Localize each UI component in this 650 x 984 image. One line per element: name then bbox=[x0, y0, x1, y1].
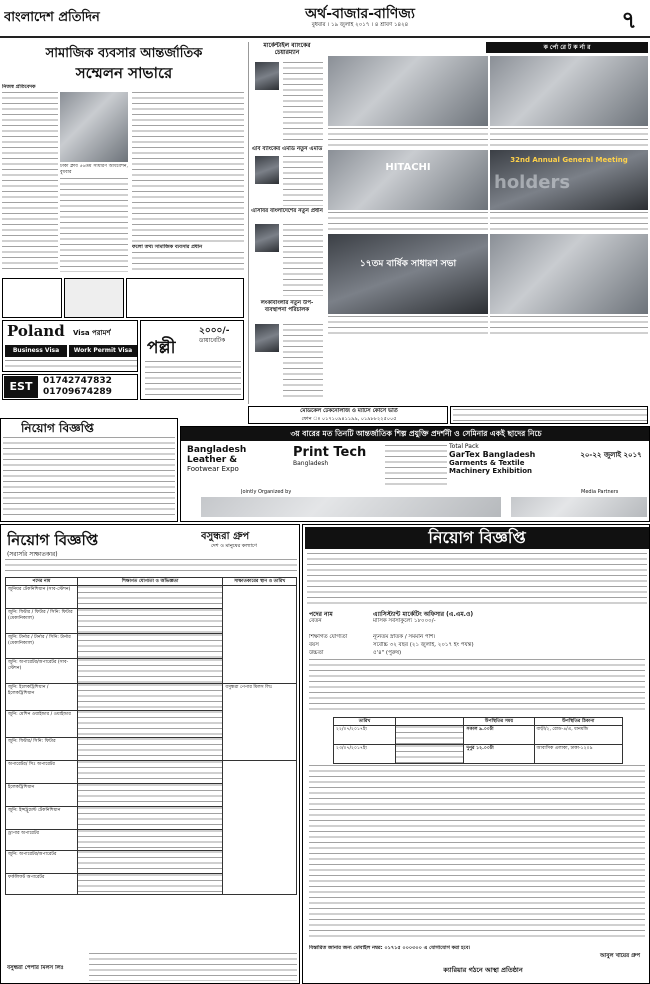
abbank-portrait bbox=[255, 156, 279, 184]
mercantile-body bbox=[283, 62, 323, 142]
polli-title: পল্লী bbox=[147, 338, 176, 358]
mercantile-title: মার্কেন্টাইল ব্যাংকের চেয়ারম্যান bbox=[263, 42, 311, 56]
expo-sponsor-logos bbox=[201, 497, 501, 517]
lankabangla-portrait bbox=[255, 324, 279, 352]
table-row: জুনি: টার্নার / টার্নার / সিনি: টার্নার (মেকানিক্যাল) bbox=[6, 634, 297, 659]
poland-title: Poland bbox=[7, 322, 65, 340]
polli-sub: ডায়াবেটিক bbox=[199, 337, 226, 344]
lead-photo-caption: ঢাকা ক্লাব ৫৬তম সাধারণ অধিবেশন, বুধবার bbox=[60, 164, 128, 175]
lead-sub-head: ফলো তথ্য সামাজিক ব্যবসার প্রধান bbox=[132, 244, 203, 250]
expo-banner: ৩য় বারের মত তিনটি আন্তর্জাতিক শিল্প প্রযুক্তি প্রদর্শনী ও সেমিনার একই ছাদের নিচে bbox=[181, 427, 650, 441]
corp-photo-1 bbox=[328, 56, 488, 126]
leather-logo-line-1: Bangladesh bbox=[187, 445, 247, 455]
abulkhair-height-value: ৫'৪" (পুরুষ) bbox=[373, 650, 402, 656]
gartex-line-1: GarTex Bangladesh bbox=[449, 450, 536, 459]
expo-details bbox=[385, 445, 447, 487]
lead-headline-1: সামাজিক ব্যবসার আন্তর্জাতিক bbox=[45, 46, 203, 61]
gartex-line-2: Garments & Textile bbox=[449, 459, 525, 467]
poland-sub: Visa পরামর্শ bbox=[73, 329, 111, 337]
abulkhair-age-value: সর্বোচ্চ ৩২ বছর (২১ জুলাই, ২০১৭ ইং পর্যন্ত) bbox=[373, 642, 474, 648]
corp-photo-4 bbox=[490, 150, 648, 210]
est-ad bbox=[2, 374, 138, 400]
table-row: জুনি: ইন্সট্রুমেন্ট টেকনিশিয়ান bbox=[6, 807, 297, 830]
table-row: জুনি: মেশিন ওয়াইন্ডার / ওয়াইন্ডার bbox=[6, 711, 297, 738]
abulkhair-edu-label: শিক্ষাগত যোগ্যতা bbox=[309, 634, 348, 640]
corp-caption-3 bbox=[328, 212, 488, 230]
col-post: পদের নাম bbox=[6, 578, 78, 586]
masthead-rule bbox=[0, 36, 650, 38]
classified-box-3 bbox=[126, 278, 244, 318]
table-row: ফর্কলিফট অপারেটর bbox=[6, 874, 297, 895]
bashundhara-intro bbox=[5, 559, 297, 575]
abulkhair-intro bbox=[307, 553, 647, 605]
corp-photo-5 bbox=[328, 234, 488, 314]
classified-box-2 bbox=[64, 278, 124, 318]
expo-dates: ২০-২২ জুলাই ২০১৭ bbox=[580, 451, 642, 459]
polli-fine-print bbox=[145, 361, 241, 397]
abulkhair-age-label: বয়স bbox=[309, 642, 319, 648]
abulkhair-title: নিয়োগ বিজ্ঞপ্তি bbox=[305, 527, 649, 549]
bashundhara-title: নিয়োগ বিজ্ঞপ্তি bbox=[7, 531, 99, 549]
page-number: ৭ bbox=[621, 6, 637, 34]
abulkhair-footer: ক্যারিয়ার গঠনে আস্থা প্রতিষ্ঠান bbox=[443, 966, 523, 974]
medical-head: মেডিকেল টেকনোলজি ও ম্যাটস কোর্সে ভর্তি bbox=[300, 408, 398, 414]
table-row: জুনিয়র টেকনিশিয়ান (সাব-স্টেশন) bbox=[6, 586, 297, 609]
table-row: ২২/০৭/২০১৭ইং সকাল ৯.০০টা বাড়ী/২, রোড-৪/এ, ধানমন্ডি bbox=[334, 726, 623, 745]
poland-fine-print bbox=[5, 360, 137, 371]
lankabangla-body bbox=[283, 324, 323, 400]
small-job-title: নিয়োগ বিজ্ঞপ্তি bbox=[21, 421, 94, 435]
gartex-pre: Total Pack bbox=[449, 443, 479, 450]
lead-body-col1 bbox=[2, 92, 58, 272]
masthead bbox=[0, 0, 650, 42]
est-phone-2: 01709674289 bbox=[43, 387, 112, 397]
medical-phone: ফোন ঃ ০১৭১০৯৪১১৯৯, ০১৯৮৮২২৫০০৫ bbox=[301, 416, 397, 422]
medical-ad-left bbox=[248, 406, 448, 424]
lead-story bbox=[0, 42, 246, 275]
classified-box-1 bbox=[2, 278, 62, 318]
table-row: অপারেটর/ সিঃ অপারেটর bbox=[6, 761, 297, 784]
leather-expo-logo bbox=[187, 445, 287, 485]
gartex-line-3: Machinery Exhibition bbox=[449, 467, 533, 475]
acib-body bbox=[283, 224, 323, 296]
bashundhara-footer-text bbox=[89, 953, 297, 981]
abulkhair-schedule: তারিখ উপস্থিতির সময় উপস্থিতির ঠিকানা ২২/০৭/২০১৭ইং সকাল ৯.০০টা বাড়ী/২, রোড-৪/এ, ধানমন্ডি ২৩/০৭/২০১৭ইং দুপুর ১২.০০টা আবাসিক এলাকা, ঢাকা-১২০৯ bbox=[333, 717, 623, 764]
table-row: জুনি: ফিটার/ সিনি: ফিটার bbox=[6, 738, 297, 761]
table-row: জুনি: অপারেটর/অপারেটর (সাব-স্টেশন) bbox=[6, 659, 297, 684]
job-ad-abulkhair bbox=[302, 524, 650, 984]
agm-headline: ১৭তম বার্ষিক সাধারণ সভা bbox=[359, 259, 457, 269]
job-ad-bashundhara bbox=[0, 524, 300, 984]
bashundhara-brand: বসুন্ধরা গ্রুপ bbox=[201, 531, 250, 542]
section-title: অর্থ-বাজার-বাণিজ্য bbox=[305, 6, 415, 22]
corp-caption-5 bbox=[328, 316, 488, 334]
abulkhair-edu-value: ন্যূনতম স্নাতক / সমমান পাশ। bbox=[373, 634, 436, 640]
corporate-corner bbox=[326, 42, 650, 404]
abulkhair-requirements bbox=[309, 659, 645, 711]
corp-photo-2 bbox=[490, 56, 648, 126]
table-row: ইলেকট্রিশিয়ান bbox=[6, 784, 297, 807]
table-row: ২৩/০৭/২০১৭ইং দুপুর ১২.০০টা আবাসিক এলাকা, ঢাকা-১২০৯ bbox=[334, 745, 623, 764]
bashundhara-subtitle: (সরাসরি সাক্ষাতকার) bbox=[7, 551, 58, 558]
table-row: জুনি: ইলেকট্রিশিয়ান / ইলেকট্রিশিয়ান বসুন্ধরা পেপার মিলস লিঃ bbox=[6, 684, 297, 711]
abulkhair-salary-label: বেতন bbox=[309, 618, 322, 624]
abulkhair-height-label: উচ্চতা bbox=[309, 650, 324, 656]
corp-photo-3 bbox=[328, 150, 488, 210]
poland-ad bbox=[2, 320, 138, 372]
table-row: ড্রাপার অপারেটর bbox=[6, 830, 297, 851]
poland-work-permit-button[interactable]: Work Permit Visa bbox=[69, 345, 137, 357]
medical-right-body bbox=[453, 409, 647, 423]
date-line: বুধবার । ১৯ জুলাই ২০১৭ । ৪ শ্রাবণ ১৪২৪ bbox=[311, 22, 409, 28]
polli-amount: ২০০০/- bbox=[199, 326, 230, 336]
bashundhara-footer-brand: বসুন্ধরা পেপার মিলস লিঃ bbox=[7, 965, 64, 971]
corp-caption-1 bbox=[328, 128, 488, 146]
expo-media: Media Partners bbox=[581, 489, 619, 495]
acib-title: এসিবির বাংলাদেশের নতুন প্রধান bbox=[251, 208, 323, 214]
corp-photo-6 bbox=[490, 234, 648, 314]
corp-caption-4 bbox=[490, 212, 648, 230]
acib-portrait bbox=[255, 224, 279, 252]
abulkhair-post-value: এ্যাসিস্ট্যান্ট মার্কেটিং অফিসার (এ.এম.ও) bbox=[373, 611, 474, 618]
corp-caption-6 bbox=[490, 316, 648, 334]
medical-ad-right bbox=[450, 406, 648, 424]
gartex-logo bbox=[449, 443, 569, 483]
expo-ad bbox=[180, 426, 650, 522]
abulkhair-post-label: পদের নাম bbox=[309, 611, 333, 618]
abbank-title: এবি ব্যাংকের এমডি নতুন এমডি bbox=[251, 146, 323, 152]
lankabangla-title: লংকাবাংলার নতুন উপ-ব্যবস্থাপনা পরিচালক bbox=[260, 300, 314, 313]
table-row: জুনি: অপারেটর/অপারেটর bbox=[6, 851, 297, 874]
corporate-corner-label: ক র্পো রে ট ক র্না র bbox=[486, 42, 648, 53]
col-qualification: শিক্ষাগত যোগ্যতা ও অভিজ্ঞতা bbox=[77, 578, 223, 586]
expo-jointly: Jointly Organized by bbox=[241, 489, 292, 495]
lead-body-col2 bbox=[60, 178, 128, 272]
polli-ad bbox=[140, 320, 244, 400]
hitachi-banner: HITACHI bbox=[385, 162, 431, 173]
holders-text: holders bbox=[494, 172, 571, 193]
small-ads bbox=[0, 276, 246, 416]
poland-business-visa-button[interactable]: Business Visa bbox=[5, 345, 67, 357]
lead-byline: নিজস্ব প্রতিবেদক bbox=[2, 84, 36, 90]
abulkhair-brand: আবুল খায়ের গ্রুপ bbox=[599, 953, 640, 959]
abbank-body bbox=[283, 156, 323, 206]
abulkhair-salary-value: মাসিক সর্বসাকুল্যে ১৮০০০/- bbox=[373, 618, 436, 624]
bashundhara-tag: দেশ ও মানুষের কল্যাণে bbox=[211, 543, 257, 549]
table-row: জুনি: ফিটার / ফিটার / সিনি: ফিটার (মেকানিক্যাল) bbox=[6, 609, 297, 634]
small-job-ad bbox=[0, 418, 178, 522]
small-job-body bbox=[3, 437, 175, 519]
col-venue: সাক্ষাতকারের স্থান ও তারিখ bbox=[223, 578, 297, 586]
appointments-column bbox=[248, 42, 324, 404]
lead-body-col4 bbox=[132, 252, 244, 272]
mercantile-portrait bbox=[255, 62, 279, 90]
expo-media-logos bbox=[511, 497, 647, 517]
agm-banner: 32nd Annual General Meeting bbox=[510, 156, 628, 164]
print-tech-title: Print Tech bbox=[293, 445, 367, 460]
lead-headline-2: সম্মেলন সাভারে bbox=[75, 64, 173, 82]
print-tech-sub: Bangladesh bbox=[293, 460, 329, 467]
abulkhair-phone-note: বিস্তারিত জানার জন্য মোবাইল নম্বর: ০১৭১৫ ০০০৩০০ এ যোগাযোগ করা হবে। bbox=[309, 945, 471, 951]
leather-logo-line-2: Leather & bbox=[187, 455, 238, 465]
lead-body-col3 bbox=[132, 92, 244, 242]
est-phone-1: 01742747832 bbox=[43, 376, 112, 386]
paper-name: বাংলাদেশ প্রতিদিন bbox=[4, 10, 100, 25]
bashundhara-table bbox=[5, 577, 297, 895]
abulkhair-terms bbox=[309, 765, 645, 941]
corp-caption-2 bbox=[490, 128, 648, 146]
print-tech-logo bbox=[293, 445, 383, 485]
leather-logo-line-3: Footwear Expo bbox=[187, 465, 239, 473]
lead-photo bbox=[60, 92, 128, 162]
est-logo: EST bbox=[4, 376, 38, 398]
